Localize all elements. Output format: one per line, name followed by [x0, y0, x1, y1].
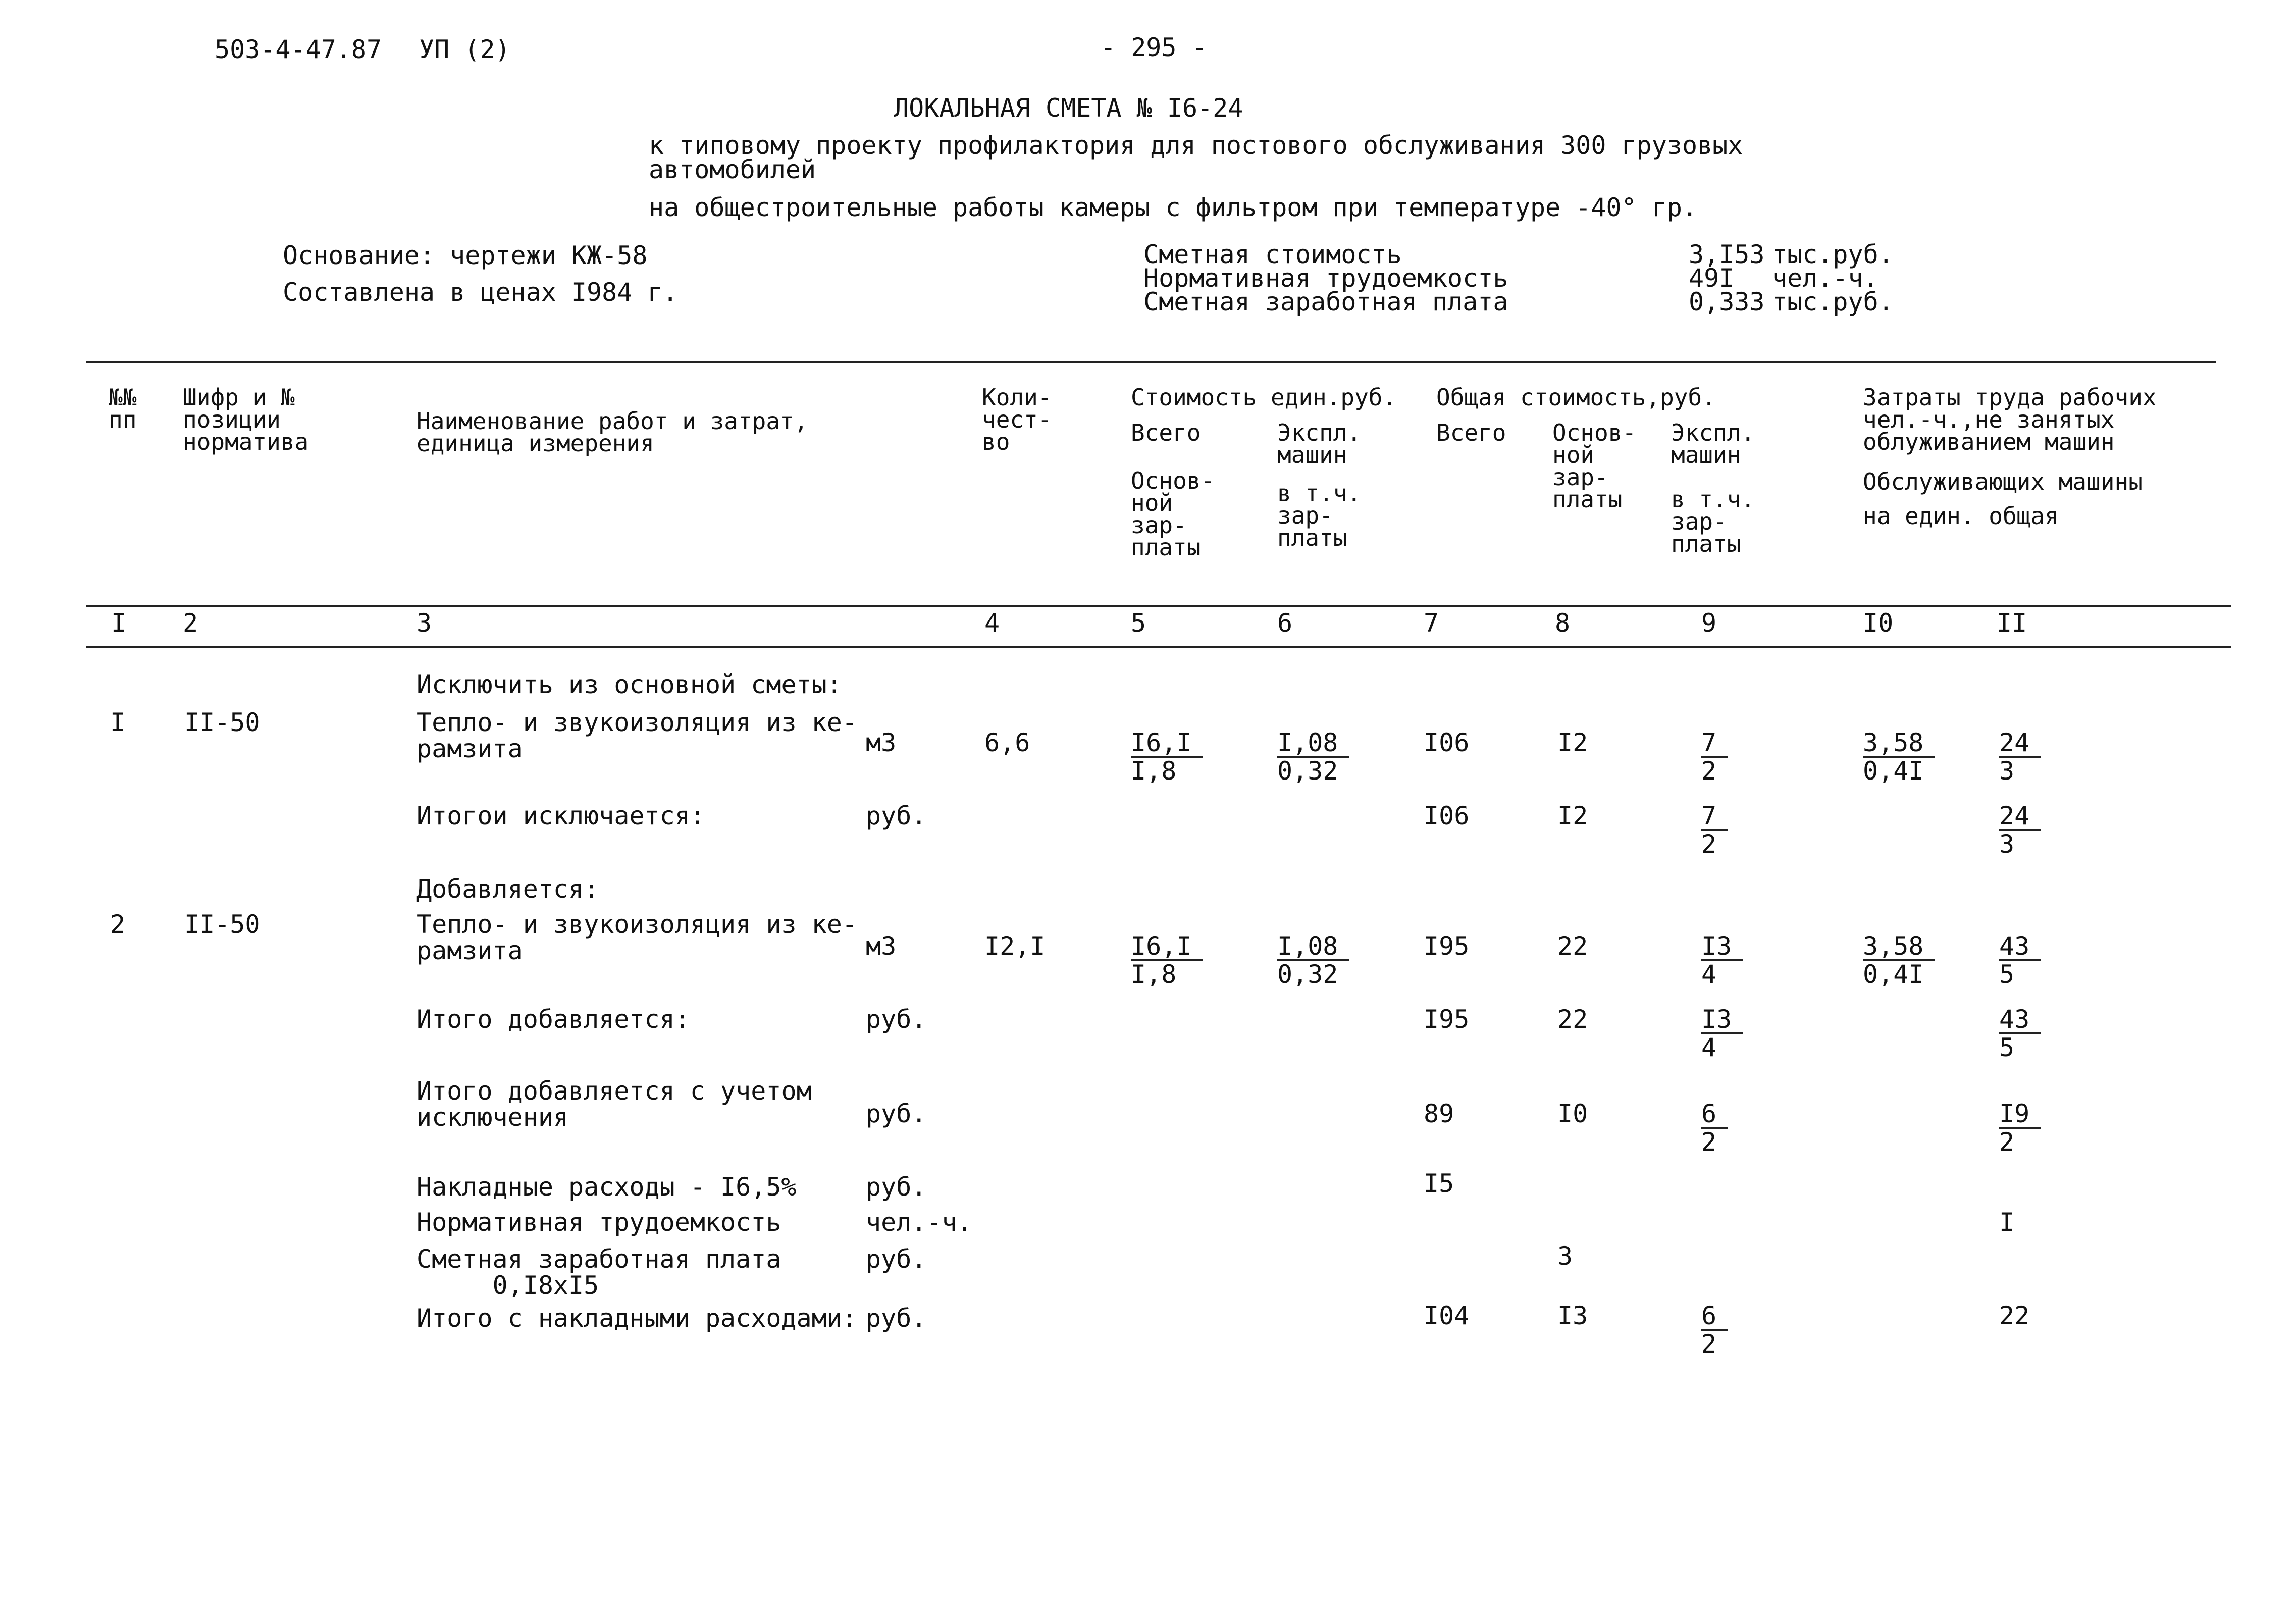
work-name: Накладные расходы - I6,5%: [416, 1172, 797, 1202]
total-machines-fraction: $\frac{7}{2}$: [1701, 730, 1728, 784]
total-machines-fraction: $\frac{7}{2}$: [1701, 803, 1728, 857]
unit-machines-fraction: $\frac{I,08}{0,32}$: [1277, 933, 1349, 988]
labor-total: I: [1999, 1208, 2015, 1237]
header-labor: Затраты труда рабочих чел.-ч.,не занятых облуживанием машин: [1863, 384, 2157, 455]
work-name: Нормативная трудоемкость: [416, 1208, 781, 1237]
document-code: 503-4-47.87: [215, 35, 382, 64]
labor-total: 22: [1999, 1301, 2030, 1330]
header-unit-base-wage: Основ- ной зар- платы: [1131, 467, 1215, 561]
work-name: Итого добавляется с учетом исключения: [416, 1076, 812, 1132]
col-number-11: II: [1997, 608, 2027, 638]
row-number: 2: [110, 910, 126, 939]
header-unit-total: Всего: [1131, 419, 1201, 446]
total-base-wage: I2: [1557, 728, 1588, 757]
unit: руб.: [866, 801, 927, 830]
col-number-3: 3: [416, 608, 432, 638]
unit-machines-fraction: $\frac{I,08}{0,32}$: [1277, 730, 1349, 784]
total-base-wage: I2: [1557, 801, 1588, 830]
work-name: Тепло- и звукоизоляция из ке- рамзита: [416, 910, 857, 965]
numbers-top-rule: [86, 605, 2231, 607]
total-machines-fraction: $\frac{I3}{4}$: [1701, 1006, 1743, 1061]
summary-value-wage: 0,333: [1689, 287, 1765, 317]
col-number-5: 5: [1131, 608, 1146, 638]
unit-cost-fraction: $\frac{I6,I}{I,8}$: [1131, 933, 1203, 988]
total-base-wage: 3: [1557, 1241, 1573, 1271]
work-name: Итого добавляется:: [416, 1005, 690, 1034]
total-cost: I5: [1424, 1169, 1454, 1198]
header-unit-cost: Стоимость един.руб.: [1131, 384, 1397, 411]
header-labor-service: Обслуживающих машины: [1863, 468, 2143, 495]
total-cost: I06: [1424, 728, 1470, 757]
numbers-bottom-rule: [86, 646, 2231, 648]
document-title: ЛОКАЛЬНАЯ СМЕТА № I6-24: [894, 93, 1243, 123]
unit: руб.: [866, 1099, 927, 1128]
col-number-7: 7: [1424, 608, 1439, 638]
quantity: I2,I: [984, 931, 1046, 961]
row-number: I: [110, 708, 126, 737]
unit: м3: [866, 931, 897, 961]
unit: чел.-ч.: [866, 1208, 972, 1237]
total-machines-fraction: $\frac{6}{2}$: [1701, 1303, 1728, 1357]
total-base-wage: 22: [1557, 1005, 1588, 1034]
total-machines-fraction: $\frac{6}{2}$: [1701, 1101, 1728, 1155]
unit: руб.: [866, 1172, 927, 1202]
work-name: Итого с накладными расходами:: [416, 1304, 857, 1333]
col-number-2: 2: [183, 608, 198, 638]
header-total-base-wage: Основ- ной зар- платы: [1552, 419, 1637, 513]
col-number-8: 8: [1555, 608, 1571, 638]
total-cost: I06: [1424, 801, 1470, 830]
total-base-wage: I3: [1557, 1301, 1588, 1330]
labor-unit-fraction: $\frac{3,58}{0,4I}$: [1863, 933, 1935, 988]
series-code: УП (2): [419, 35, 510, 64]
summary-label-cost: Сметная стоимость: [1143, 240, 1402, 269]
total-cost: I95: [1424, 1005, 1470, 1034]
col-number-1: I: [111, 608, 127, 638]
col-number-9: 9: [1701, 608, 1717, 638]
header-total-machines: Экспл. машин в т.ч. зар- платы: [1671, 419, 1755, 557]
total-machines-fraction: $\frac{I3}{4}$: [1701, 933, 1743, 988]
labor-total-fraction: $\frac{43}{5}$: [1999, 933, 2041, 988]
unit-cost-fraction: $\frac{I6,I}{I,8}$: [1131, 730, 1203, 784]
page-number: - 295 -: [1101, 33, 1207, 62]
summary-unit-labor: чел.-ч.: [1772, 264, 1878, 293]
work-name: Тепло- и звукоизоляция из ке- рамзита: [416, 708, 857, 763]
header-total-all: Всего: [1436, 419, 1506, 446]
header-row-number: №№ пп: [109, 384, 137, 433]
header-norm-code: Шифр и № позиции норматива: [183, 384, 309, 455]
total-cost: I95: [1424, 931, 1470, 961]
labor-total-fraction: $\frac{24}{3}$: [1999, 803, 2041, 857]
total-cost: 89: [1424, 1099, 1454, 1128]
total-cost: I04: [1424, 1301, 1470, 1330]
unit: руб.: [866, 1304, 927, 1333]
table-top-rule: [86, 361, 2216, 363]
header-unit-machines-wage: в т.ч. зар- платы: [1277, 480, 1362, 551]
work-name: Сметная заработная плата 0,I8xI5: [416, 1244, 781, 1300]
quantity: 6,6: [984, 728, 1030, 757]
col-number-6: 6: [1277, 608, 1293, 638]
norm-code: II-50: [184, 708, 260, 737]
subtitle-line-3: на общестроительные работы камеры с фильтром при температуре -40° гр.: [649, 193, 1698, 222]
col-number-4: 4: [984, 608, 1000, 638]
labor-unit-fraction: $\frac{3,58}{0,4I}$: [1863, 730, 1935, 784]
header-total-cost: Общая стоимость,руб.: [1436, 384, 1716, 411]
section-exclude-heading: Исключить из основной сметы:: [416, 670, 842, 699]
summary-unit-wage: тыс.руб.: [1772, 287, 1894, 317]
col-number-10: I0: [1863, 608, 1894, 638]
basis-prices: Составлена в ценах I984 г.: [283, 278, 678, 307]
summary-unit-cost: тыс.руб.: [1772, 240, 1894, 269]
summary-value-cost: 3,I53: [1689, 240, 1765, 269]
section-add-heading: Добавляется:: [416, 874, 599, 904]
basis-drawings: Основание: чертежи КЖ-58: [283, 241, 648, 270]
labor-total-fraction: $\frac{43}{5}$: [1999, 1006, 2041, 1061]
labor-total-fraction: $\frac{I9}{2}$: [1999, 1101, 2041, 1155]
header-work-name: Наименование работ и затрат, единица измерения: [416, 407, 808, 457]
unit: руб.: [866, 1005, 927, 1034]
total-base-wage: 22: [1557, 931, 1588, 961]
labor-total-fraction: $\frac{24}{3}$: [1999, 730, 2041, 784]
unit: м3: [866, 728, 897, 757]
header-quantity: Коли- чест- во: [982, 384, 1052, 455]
header-labor-unit-total: на един. общая: [1863, 502, 2059, 530]
header-unit-machines: Экспл. машин: [1277, 419, 1362, 469]
work-name: Итогои исключается:: [416, 801, 705, 830]
summary-value-labor: 49I: [1689, 264, 1735, 293]
unit: руб.: [866, 1244, 927, 1274]
subtitle-line-2: автомобилей: [649, 155, 816, 184]
summary-label-labor: Нормативная трудоемкость: [1143, 264, 1508, 293]
summary-label-wage: Сметная заработная плата: [1143, 287, 1508, 317]
subtitle-line-1: к типовому проекту профилактория для постового обслуживания 300 грузовых: [649, 131, 1743, 160]
norm-code: II-50: [184, 910, 260, 939]
total-base-wage: I0: [1557, 1099, 1588, 1128]
